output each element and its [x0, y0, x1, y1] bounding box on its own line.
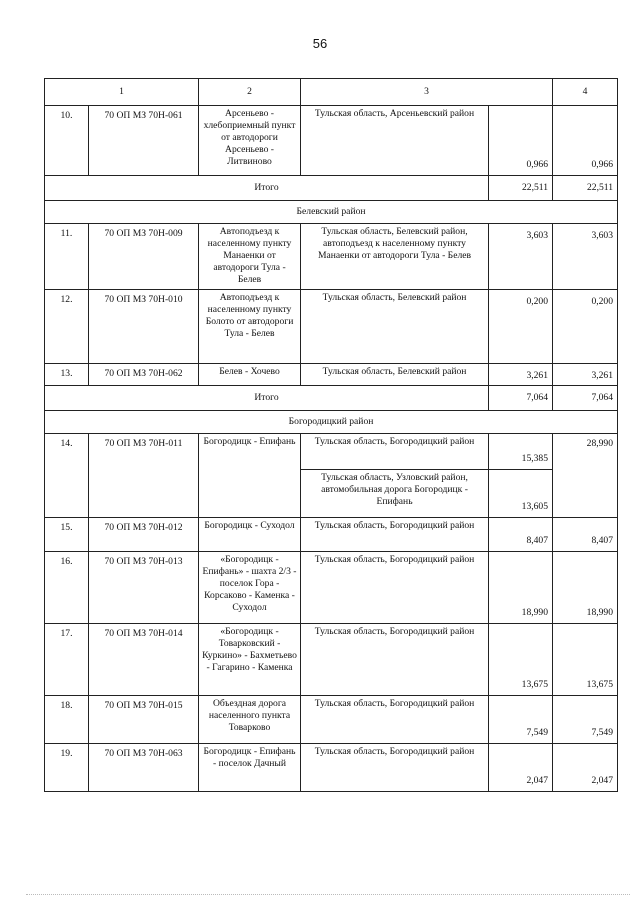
- row-index: 10.: [45, 106, 89, 176]
- road-location: Тульская область, Белевский район, автоподъезд к населенному пункту Манаенки от автодороги Тула - Белев: [301, 224, 489, 290]
- subtotal-length: 7,064: [489, 386, 553, 411]
- row-index: 13.: [45, 364, 89, 386]
- road-location: Тульская область, Богородицкий район: [301, 552, 489, 624]
- road-name: Богородицк - Епифань: [199, 434, 301, 518]
- road-total: 18,990: [553, 552, 618, 624]
- table-row: [45, 434, 618, 470]
- road-location: Тульская область, Богородицкий район: [301, 696, 489, 744]
- roads-table: [44, 78, 618, 792]
- road-location: Тульская область, Богородицкий район: [301, 744, 489, 792]
- road-code: 70 ОП МЗ 70Н-061: [89, 106, 199, 176]
- subtotal-length: 22,511: [489, 176, 553, 201]
- road-code: 70 ОП МЗ 70Н-010: [89, 290, 199, 364]
- road-name: Объездная дорога населенного пункта Товарково: [199, 696, 301, 744]
- section-title: Богородицкий район: [45, 411, 618, 434]
- section-row: [45, 201, 618, 224]
- road-length: 0,966: [489, 106, 553, 176]
- road-length: 2,047: [489, 744, 553, 792]
- row-index: 16.: [45, 552, 89, 624]
- road-location: Тульская область, Узловский район, автомобильная дорога Богородицк - Епифань: [301, 470, 489, 518]
- road-name: Белев - Хочево: [199, 364, 301, 386]
- header-col-1: 1: [45, 79, 199, 106]
- row-index: 14.: [45, 434, 89, 518]
- subtotal-total: 7,064: [553, 386, 618, 411]
- road-code: 70 ОП МЗ 70Н-014: [89, 624, 199, 696]
- road-name: Богородицк - Суходол: [199, 518, 301, 552]
- road-length: 7,549: [489, 696, 553, 744]
- subtotal-row: [45, 176, 618, 201]
- road-code: 70 ОП МЗ 70Н-009: [89, 224, 199, 290]
- road-location: Тульская область, Белевский район: [301, 364, 489, 386]
- table-row: [45, 552, 618, 624]
- road-total: 0,200: [553, 290, 618, 364]
- table-row: [45, 624, 618, 696]
- road-length: 0,200: [489, 290, 553, 364]
- road-length: 3,261: [489, 364, 553, 386]
- road-location: Тульская область, Белевский район: [301, 290, 489, 364]
- table-row: [45, 744, 618, 792]
- row-index: 17.: [45, 624, 89, 696]
- road-total: 3,603: [553, 224, 618, 290]
- section-title: Белевский район: [45, 201, 618, 224]
- road-code: 70 ОП МЗ 70Н-013: [89, 552, 199, 624]
- table-header-row: [45, 79, 618, 106]
- road-total: 28,990: [553, 434, 618, 518]
- table-row: [45, 290, 618, 364]
- road-name: Богородицк - Епифань - поселок Дачный: [199, 744, 301, 792]
- road-code: 70 ОП МЗ 70Н-063: [89, 744, 199, 792]
- road-name: «Богородицк - Епифань» - шахта 2/3 - поселок Гора - Корсаково - Каменка - Суходол: [199, 552, 301, 624]
- subtotal-row: [45, 386, 618, 411]
- road-code: 70 ОП МЗ 70Н-011: [89, 434, 199, 518]
- subtotal-label: Итого: [45, 176, 489, 201]
- road-code: 70 ОП МЗ 70Н-015: [89, 696, 199, 744]
- header-col-2: 2: [199, 79, 301, 106]
- road-total: 8,407: [553, 518, 618, 552]
- road-length: 18,990: [489, 552, 553, 624]
- header-col-4: 4: [553, 79, 618, 106]
- row-index: 15.: [45, 518, 89, 552]
- road-location: Тульская область, Богородицкий район: [301, 434, 489, 470]
- road-total: 2,047: [553, 744, 618, 792]
- road-total: 0,966: [553, 106, 618, 176]
- row-index: 11.: [45, 224, 89, 290]
- road-total: 3,261: [553, 364, 618, 386]
- road-total: 7,549: [553, 696, 618, 744]
- row-index: 12.: [45, 290, 89, 364]
- section-row: [45, 411, 618, 434]
- table-row: [45, 696, 618, 744]
- road-length: 13,605: [489, 470, 553, 518]
- row-index: 18.: [45, 696, 89, 744]
- road-length: 15,385: [489, 434, 553, 470]
- road-code: 70 ОП МЗ 70Н-062: [89, 364, 199, 386]
- row-index: 19.: [45, 744, 89, 792]
- table-row: [45, 224, 618, 290]
- road-location: Тульская область, Богородицкий район: [301, 518, 489, 552]
- road-length: 8,407: [489, 518, 553, 552]
- page-number: 56: [312, 36, 328, 51]
- road-length: 13,675: [489, 624, 553, 696]
- road-location: Тульская область, Арсеньевский район: [301, 106, 489, 176]
- road-code: 70 ОП МЗ 70Н-012: [89, 518, 199, 552]
- road-name: Автоподъезд к населенному пункту Манаенки от автодороги Тула - Белев: [199, 224, 301, 290]
- road-length: 3,603: [489, 224, 553, 290]
- scan-edge-line: [26, 894, 630, 896]
- table-row: [45, 106, 618, 176]
- road-location: Тульская область, Богородицкий район: [301, 624, 489, 696]
- road-name: Автоподъезд к населенному пункту Болото от автодороги Тула - Белев: [199, 290, 301, 364]
- road-name: «Богородицк - Товарковский - Куркино» - Бахметьево - Гагарино - Каменка: [199, 624, 301, 696]
- road-total: 13,675: [553, 624, 618, 696]
- road-name: Арсеньево - хлебоприемный пункт от автодороги Арсеньево - Литвиново: [199, 106, 301, 176]
- subtotal-total: 22,511: [553, 176, 618, 201]
- table-row: [45, 518, 618, 552]
- header-col-3: 3: [301, 79, 553, 106]
- subtotal-label: Итого: [45, 386, 489, 411]
- table-row: [45, 364, 618, 386]
